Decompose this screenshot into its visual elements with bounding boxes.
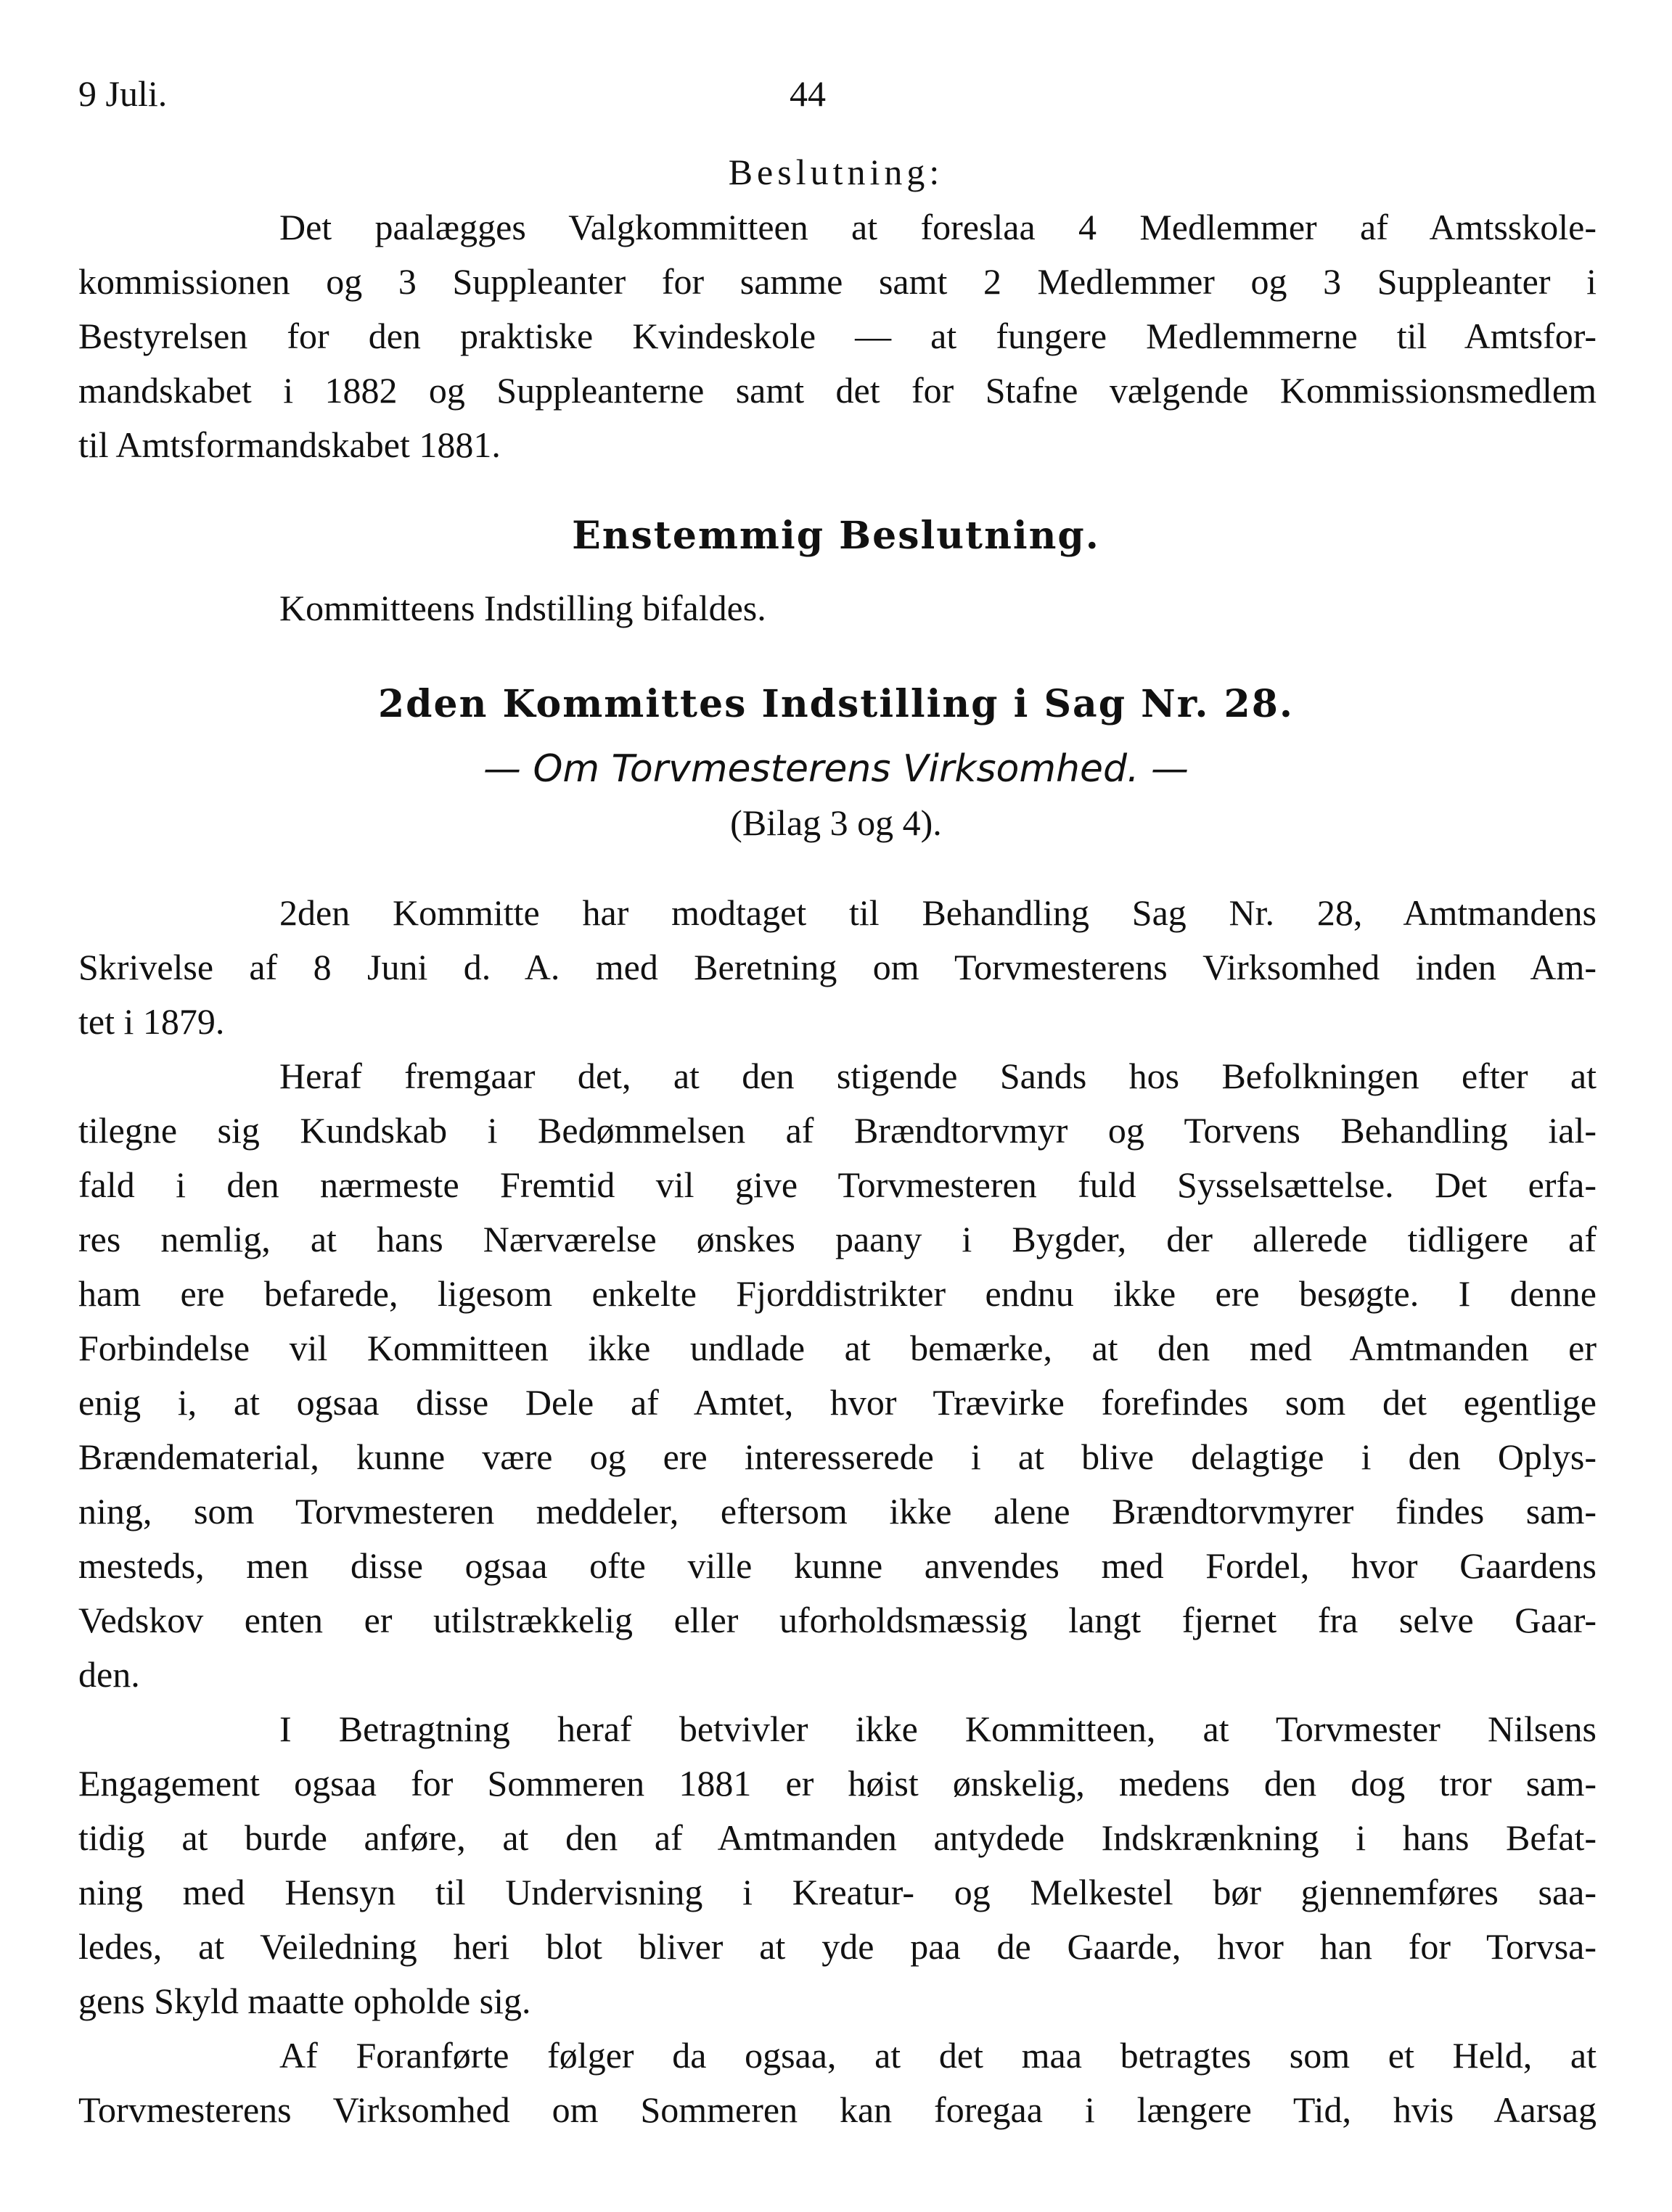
- text-line: gens Skyld maatte opholde sig.: [78, 1981, 531, 2021]
- text-line: Vedskov enten er utilstrækkelig eller uforholdsmæssig langt fjernet fra selve Gaar-: [78, 1600, 1597, 1640]
- header-date: 9 Juli.: [78, 73, 168, 114]
- page-number: 44: [790, 73, 826, 114]
- text-line: ledes, at Veiledning heri blot bliver at yde paa de Gaarde, hvor han for Torvsa-: [78, 1926, 1597, 1967]
- text-line: Skrivelse af 8 Juni d. A. med Beretning om Torvmesterens Virksomhed inden Am-: [78, 947, 1597, 987]
- text-line: ham ere befarede, ligesom enkelte Fjorddistrikter endnu ikke ere besøgte. I denne: [78, 1273, 1597, 1314]
- text-line: til Amtsformandskabet 1881.: [78, 424, 501, 465]
- subject-subheading: — Om Torvmesterens Virksomhed. —: [483, 747, 1189, 791]
- text-line: res nemlig, at hans Nærværelse ønskes paany i Bygder, der allerede tidligere af: [78, 1219, 1597, 1259]
- text-line: mandskabet i 1882 og Suppleanterne samt det for Stafne vælgende Kommissionsmedlem: [78, 370, 1597, 411]
- committee-recommendation-heading: 2den Kommittes Indstilling i Sag Nr. 28.: [377, 682, 1295, 726]
- text-line: Brændematerial, kunne være og ere interesserede i at blive delagtige i den Oplys-: [78, 1436, 1597, 1477]
- appendix-reference: (Bilag 3 og 4).: [730, 802, 942, 843]
- text-line: tet i 1879.: [78, 1001, 225, 1042]
- text-line: Kommitteens Indstilling bifaldes.: [279, 588, 766, 628]
- text-line: Heraf fremgaar det, at den stigende Sands hos Befolkningen efter at: [279, 1056, 1597, 1096]
- resolution-heading: Beslutning:: [728, 152, 944, 192]
- text-line: Torvmesterens Virksomhed om Sommeren kan foregaa i længere Tid, hvis Aarsag: [78, 2089, 1597, 2130]
- unanimous-resolution-heading: Enstemmig Beslutning.: [572, 514, 1100, 558]
- text-line: tidig at burde anføre, at den af Amtmanden antydede Indskrænkning i hans Befat-: [78, 1817, 1597, 1858]
- text-line: tilegne sig Kundskab i Bedømmelsen af Brændtorvmyr og Torvens Behandling ial-: [78, 1110, 1597, 1151]
- text-line: Af Foranførte følger da ogsaa, at det maa betragtes som et Held, at: [279, 2035, 1597, 2076]
- text-line: mesteds, men disse ogsaa ofte ville kunne anvendes med Fordel, hvor Gaardens: [78, 1545, 1597, 1586]
- text-line: fald i den nærmeste Fremtid vil give Torvmesteren fuld Sysselsættelse. Det erfa-: [78, 1164, 1597, 1205]
- text-line: enig i, at ogsaa disse Dele af Amtet, hvor Trævirke forefindes som det egentlige: [78, 1382, 1597, 1423]
- text-line: ning, som Torvmesteren meddeler, eftersom ikke alene Brændtorvmyrer findes sam-: [78, 1491, 1597, 1531]
- text-line: I Betragtning heraf betvivler ikke Kommitteen, at Torvmester Nilsens: [279, 1709, 1597, 1749]
- text-line: Forbindelse vil Kommitteen ikke undlade at bemærke, at den med Amtmanden er: [78, 1328, 1597, 1368]
- text-line: den.: [78, 1654, 140, 1695]
- text-line: Det paalægges Valgkommitteen at foreslaa 4 Medlemmer af Amtsskole-: [279, 207, 1597, 247]
- text-line: Engagement ogsaa for Sommeren 1881 er høist ønskelig, medens den dog tror sam-: [78, 1763, 1597, 1804]
- text-line: ning med Hensyn til Undervisning i Kreatur- og Melkestel bør gjennemføres saa-: [78, 1872, 1597, 1912]
- text-line: kommissionen og 3 Suppleanter for samme samt 2 Medlemmer og 3 Suppleanter i: [78, 261, 1597, 302]
- text-line: 2den Kommitte har modtaget til Behandling Sag Nr. 28, Amtmandens: [279, 892, 1597, 933]
- text-line: Bestyrelsen for den praktiske Kvindeskole — at fungere Medlemmerne til Amtsfor-: [78, 316, 1597, 356]
